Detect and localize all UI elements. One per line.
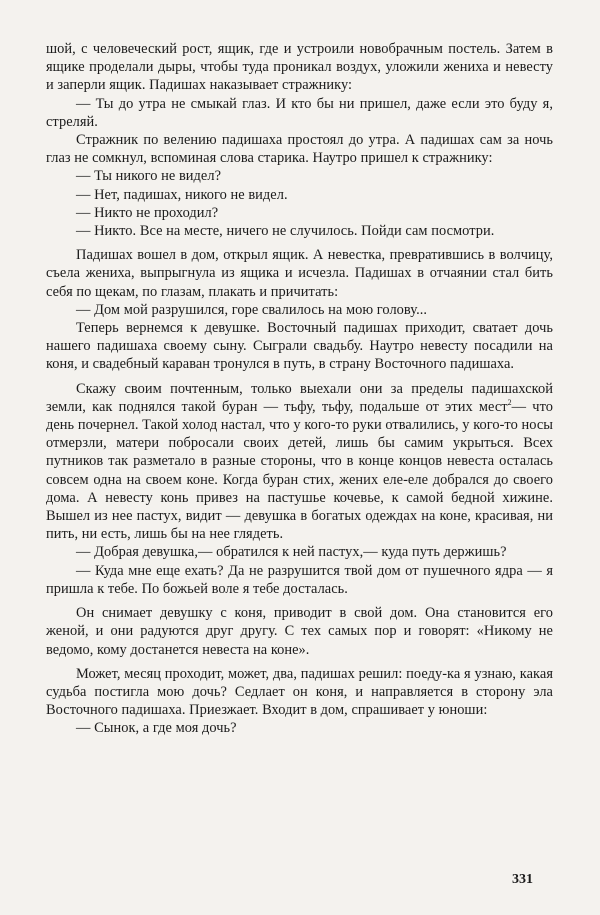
paragraph: — Сынок, а где моя дочь? [76, 720, 237, 737]
paragraph: — Ты до утра не смыкай глаз. И кто бы ни пришел, даже если это буду я, стреляй. [46, 95, 553, 130]
paragraph: шой, с человеческий рост, ящик, где и устроили новобрачным постель. Затем в ящике проделали дыры, чтобы туда проникал воздух, уложили жениха и невесту и заперли ящик. Падишах наказывает стражнику: [46, 41, 553, 94]
paragraph: Падишах вошел в дом, открыл ящик. А невестка, превратившись в волчицу, съела жениха, выпрыгнула из ящика и исчезла. Падишах в отчаянии стал бить себя по щекам, по глазам, плакать и причитать: [46, 247, 553, 300]
paragraph: — Никто. Все на месте, ничего не случилось. Пойди сам посмотри. [76, 223, 495, 240]
footnote-marker: 2 [507, 398, 512, 408]
paragraph: — Ты никого не видел? [76, 168, 222, 185]
paragraph: — Куда мне еще ехать? Да не разрушится твой дом от пушечного ядра — я пришла к тебе. По божьей воле я тебе досталась. [46, 562, 553, 597]
paragraph: — Нет, падишах, никого не видел. [76, 186, 288, 203]
paragraph: Может, месяц проходит, может, два, падишах решил: поеду-ка я узнаю, какая судьба постигла мою дочь? Седлает он коня, и направляется в сторону эла Восточного падишаха. Приезжает. Входит в дом, спрашивает у юноши: [46, 665, 553, 719]
paragraph: — Добрая девушка,— обратился к ней пастух,— куда путь держишь? [76, 544, 507, 561]
paragraph: — Никто не проходил? [76, 204, 219, 221]
paragraph-part: — что день почернел. Такой холод настал, что у кого-то руки отвалились, у кого-то носы отмерзли, матери побросали своих детей, лишь бы самим укрыться. Всех путников так разметало в разные стороны, что в конце концов невеста осталась совсем одна на своем коне. Когда буран стих, жених еле-еле добрался до своего дома. А невесту конь привез на пастушье кочевье, к самой бедной хижине. Вышел из нее пастух, видит — девушка в богатых одеждах на коне, красивая, ни пить, ни есть, лишь бы на нее глядеть. [46, 398, 553, 543]
page-number: 331 [512, 872, 533, 887]
body-text [46, 40, 553, 738]
paragraph: Теперь вернемся к девушке. Восточный падишах приходит, сватает дочь нашего падишаха своему сыну. Сыграли свадьбу. Наутро невесту посадили на коня, и свадебный караван тронулся в путь, в страну Восточного падишаха. [46, 320, 553, 373]
paragraph: Стражник по велению падишаха простоял до утра. А падишах сам за ночь глаз не сомкнул, вспоминая слова старика. Наутро пришел к стражнику: [46, 132, 553, 167]
paragraph: Он снимает девушку с коня, приводит в свой дом. Она становится его женой, и они радуются друг другу. С тех самых пор и говорят: «Никому не ведомо, кому достанется невеста на коне». [46, 605, 553, 658]
paragraph: — Дом мой разрушился, горе свалилось на мою голову... [76, 301, 428, 318]
paragraph-with-footnote [46, 380, 553, 544]
paragraph-part: Скажу своим почтенным, только выехали они за пределы падишахской земли, как поднялся такой буран — тьфу, тьфу, подальше от этих мест [46, 380, 553, 415]
